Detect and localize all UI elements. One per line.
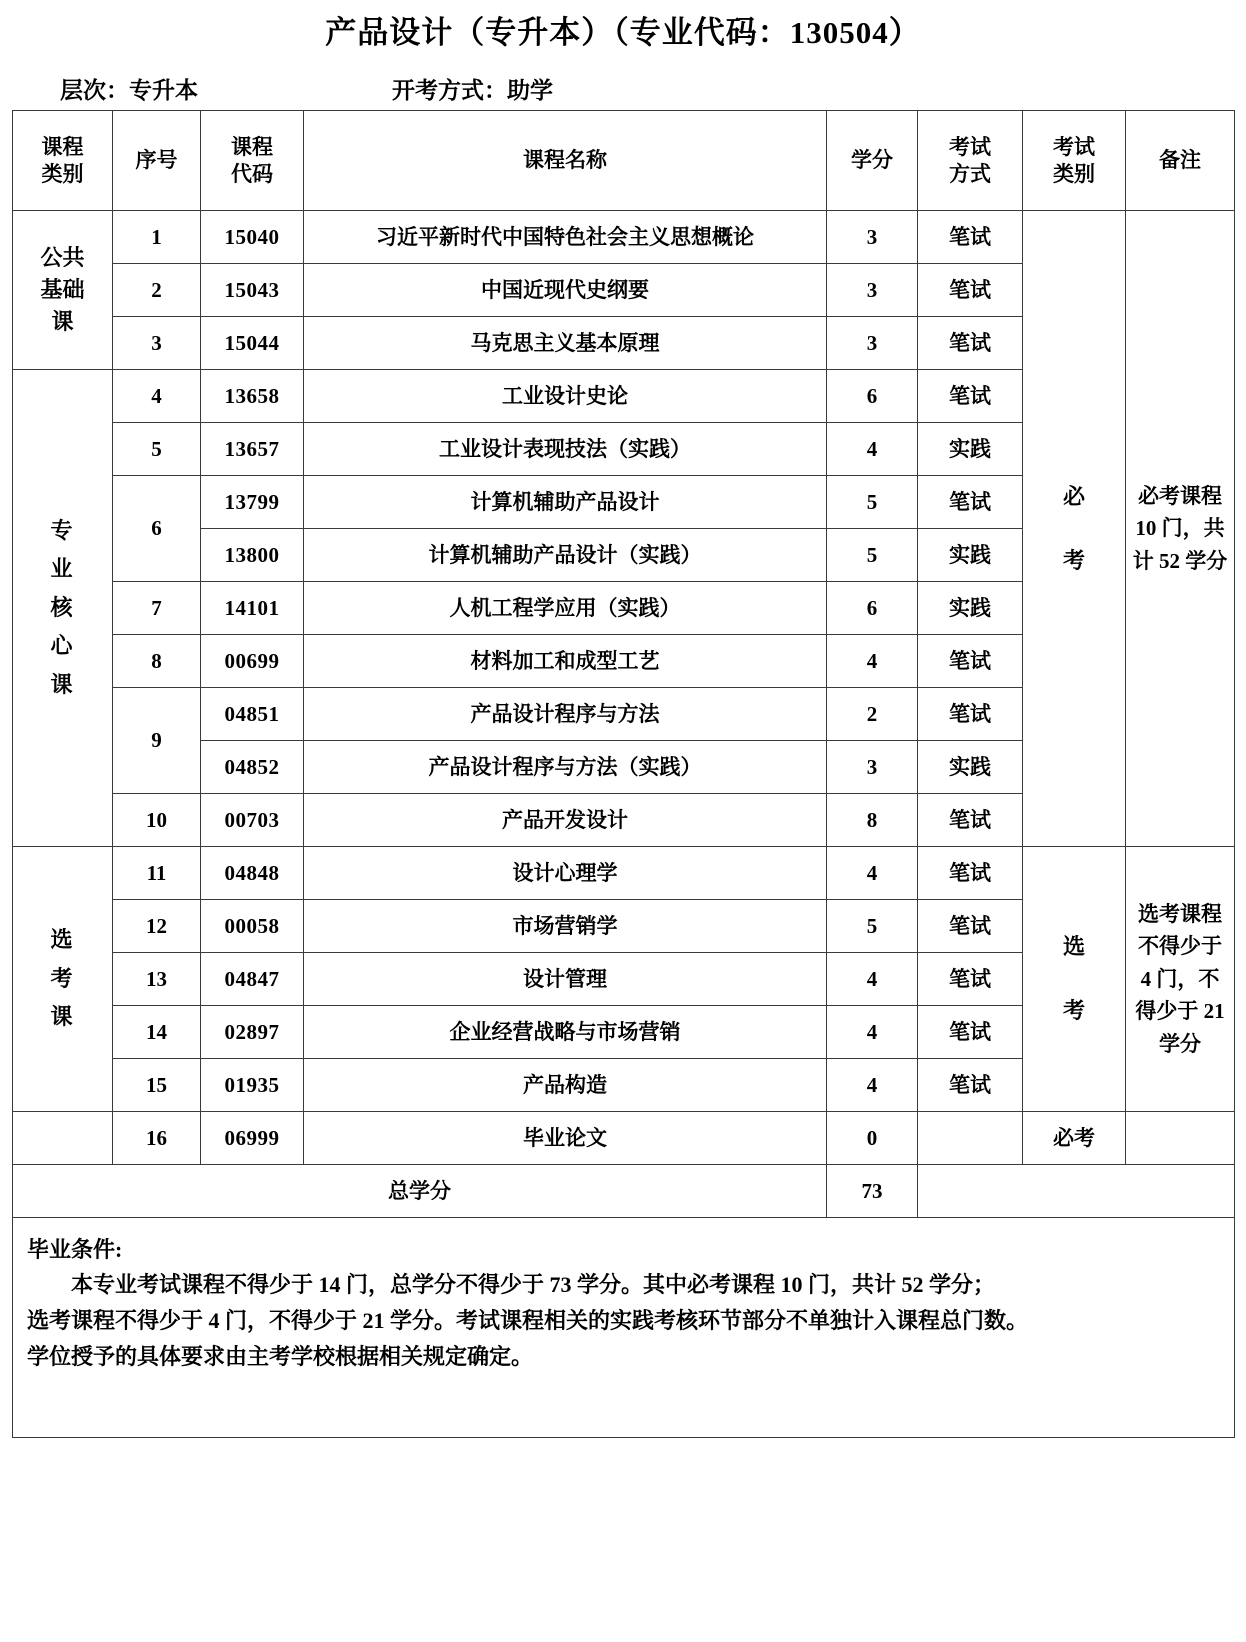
cell-credits: 3 xyxy=(827,211,918,264)
cell-course-name: 产品设计程序与方法 xyxy=(304,688,827,741)
course-table xyxy=(12,110,1235,1438)
category-elective-char1: 选 xyxy=(50,927,75,953)
exam-type-elective-char2: 考 xyxy=(1062,998,1085,1024)
cell-serial: 16 xyxy=(113,1112,201,1165)
cell-exam-mode: 笔试 xyxy=(918,317,1023,370)
cell-course-name: 工业设计表现技法（实践） xyxy=(304,423,827,476)
cell-exam-mode: 笔试 xyxy=(918,900,1023,953)
cell-exam-mode: 笔试 xyxy=(918,370,1023,423)
cell-serial: 2 xyxy=(113,264,201,317)
category-major-core-char1: 专 xyxy=(50,517,75,543)
cell-code: 15043 xyxy=(201,264,304,317)
page-title: 产品设计（专升本）（专业代码：130504） xyxy=(325,15,921,50)
header-code-line1: 课程 xyxy=(231,135,273,160)
cell-serial: 9 xyxy=(113,688,201,794)
cell-credits: 3 xyxy=(827,741,918,794)
header-category-line2: 类别 xyxy=(41,161,84,186)
remark-required xyxy=(1126,211,1235,847)
cell-course-name: 人机工程学应用（实践） xyxy=(304,582,827,635)
cell-exam-mode: 实践 xyxy=(918,582,1023,635)
cell-credits: 5 xyxy=(827,529,918,582)
cell-code: 06999 xyxy=(201,1112,304,1165)
cell-serial: 5 xyxy=(113,423,201,476)
cell-exam-mode xyxy=(918,1112,1023,1165)
category-empty xyxy=(13,1112,113,1165)
footer-row xyxy=(13,1218,1235,1438)
category-public-basic-line1: 公共 xyxy=(40,245,85,271)
category-elective-char2: 考 xyxy=(50,965,75,991)
cell-serial: 14 xyxy=(113,1006,201,1059)
cell-course-name: 中国近现代史纲要 xyxy=(304,264,827,317)
cell-exam-mode: 笔试 xyxy=(918,635,1023,688)
cell-serial: 6 xyxy=(113,476,201,582)
total-label: 总学分 xyxy=(13,1165,827,1218)
table-row xyxy=(13,211,1235,264)
cell-credits: 4 xyxy=(827,423,918,476)
exam-mode-label: 开考方式：助学 xyxy=(392,78,553,104)
cell-credits: 6 xyxy=(827,582,918,635)
graduation-conditions-title: 毕业条件: xyxy=(27,1237,123,1263)
exam-type-required-char1: 必 xyxy=(1062,483,1085,509)
cell-credits: 6 xyxy=(827,370,918,423)
cell-course-name: 产品开发设计 xyxy=(304,794,827,847)
exam-type-required xyxy=(1023,211,1126,847)
category-public-basic-line2: 基础 xyxy=(40,277,85,303)
cell-exam-mode: 笔试 xyxy=(918,953,1023,1006)
header-serial: 序号 xyxy=(113,111,201,211)
remark-elective xyxy=(1126,847,1235,1112)
category-public-basic-line3: 课 xyxy=(51,309,74,335)
cell-credits: 3 xyxy=(827,264,918,317)
graduation-conditions-line2: 选考课程不得少于 4 门，不得少于 21 学分。考试课程相关的实践考核环节部分不单独计入课程总门数。 xyxy=(27,1307,1029,1333)
cell-exam-type-thesis: 必考 xyxy=(1023,1112,1126,1165)
cell-exam-mode: 笔试 xyxy=(918,847,1023,900)
cell-course-name: 计算机辅助产品设计 xyxy=(304,476,827,529)
cell-code: 00699 xyxy=(201,635,304,688)
cell-code: 13800 xyxy=(201,529,304,582)
cell-credits: 4 xyxy=(827,847,918,900)
cell-serial: 11 xyxy=(113,847,201,900)
cell-serial: 15 xyxy=(113,1059,201,1112)
cell-credits: 4 xyxy=(827,1006,918,1059)
cell-credits: 4 xyxy=(827,1059,918,1112)
cell-exam-mode: 笔试 xyxy=(918,1006,1023,1059)
cell-remark-empty xyxy=(1126,1112,1235,1165)
cell-code: 00058 xyxy=(201,900,304,953)
cell-code: 13658 xyxy=(201,370,304,423)
page-root xyxy=(0,16,1246,1438)
cell-course-name: 市场营销学 xyxy=(304,900,827,953)
level-label: 层次：专升本 xyxy=(60,78,198,104)
header-credits: 学分 xyxy=(827,111,918,211)
header-exam-mode-line1: 考试 xyxy=(949,135,991,160)
cell-credits: 5 xyxy=(827,900,918,953)
cell-serial: 1 xyxy=(113,211,201,264)
header-row xyxy=(13,111,1235,211)
cell-course-name: 毕业论文 xyxy=(304,1112,827,1165)
header-code-line2: 代码 xyxy=(231,161,273,186)
exam-type-elective xyxy=(1023,847,1126,1112)
graduation-conditions-line3: 学位授予的具体要求由主考学校根据相关规定确定。 xyxy=(27,1343,534,1369)
cell-course-name: 习近平新时代中国特色社会主义思想概论 xyxy=(304,211,827,264)
total-blank xyxy=(918,1165,1235,1218)
header-exam-type xyxy=(1023,111,1126,211)
meta-row xyxy=(12,72,1234,102)
table-row xyxy=(13,847,1235,900)
cell-credits: 4 xyxy=(827,953,918,1006)
graduation-conditions-line1: 本专业考试课程不得少于 14 门，总学分不得少于 73 学分。其中必考课程 10 门，共计 52 学分； xyxy=(71,1272,996,1298)
category-elective-char3: 课 xyxy=(50,1004,75,1030)
header-category xyxy=(13,111,113,211)
cell-code: 04848 xyxy=(201,847,304,900)
cell-code: 15044 xyxy=(201,317,304,370)
remark-elective-text: 选考课程不得少于 4 门，不得少于 21 学分 xyxy=(1135,901,1225,1056)
cell-code: 01935 xyxy=(201,1059,304,1112)
table-row xyxy=(13,1112,1235,1165)
table-body xyxy=(13,211,1235,1438)
cell-course-name: 设计管理 xyxy=(304,953,827,1006)
cell-exam-mode: 实践 xyxy=(918,741,1023,794)
cell-exam-mode: 笔试 xyxy=(918,476,1023,529)
header-exam-type-line2: 类别 xyxy=(1053,161,1095,186)
header-course-name: 课程名称 xyxy=(304,111,827,211)
category-major-core-char4: 心 xyxy=(50,633,75,659)
cell-course-name: 设计心理学 xyxy=(304,847,827,900)
cell-course-name: 计算机辅助产品设计（实践） xyxy=(304,529,827,582)
exam-type-required-char2: 考 xyxy=(1062,547,1085,573)
cell-serial: 8 xyxy=(113,635,201,688)
cell-serial: 4 xyxy=(113,370,201,423)
cell-course-name: 马克思主义基本原理 xyxy=(304,317,827,370)
header-category-line1: 课程 xyxy=(41,135,84,160)
cell-code: 04851 xyxy=(201,688,304,741)
cell-exam-mode: 笔试 xyxy=(918,1059,1023,1112)
cell-exam-mode: 笔试 xyxy=(918,794,1023,847)
cell-credits: 0 xyxy=(827,1112,918,1165)
cell-code: 00703 xyxy=(201,794,304,847)
header-exam-mode xyxy=(918,111,1023,211)
cell-serial: 10 xyxy=(113,794,201,847)
cell-serial: 3 xyxy=(113,317,201,370)
cell-course-name: 材料加工和成型工艺 xyxy=(304,635,827,688)
cell-exam-mode: 实践 xyxy=(918,423,1023,476)
cell-code: 13799 xyxy=(201,476,304,529)
cell-course-name: 企业经营战略与市场营销 xyxy=(304,1006,827,1059)
cell-course-name: 产品设计程序与方法（实践） xyxy=(304,741,827,794)
cell-exam-mode: 笔试 xyxy=(918,211,1023,264)
exam-type-elective-char1: 选 xyxy=(1062,934,1085,960)
cell-course-name: 工业设计史论 xyxy=(304,370,827,423)
cell-serial: 7 xyxy=(113,582,201,635)
cell-credits: 4 xyxy=(827,635,918,688)
cell-credits: 2 xyxy=(827,688,918,741)
cell-exam-mode: 笔试 xyxy=(918,264,1023,317)
category-major-core-char5: 课 xyxy=(50,671,75,697)
cell-credits: 3 xyxy=(827,317,918,370)
category-major-core xyxy=(13,370,113,847)
total-row xyxy=(13,1165,1235,1218)
header-exam-type-line1: 考试 xyxy=(1053,135,1095,160)
category-major-core-char3: 核 xyxy=(50,594,75,620)
cell-code: 02897 xyxy=(201,1006,304,1059)
table-header xyxy=(13,111,1235,211)
cell-credits: 8 xyxy=(827,794,918,847)
total-credits: 73 xyxy=(827,1165,918,1218)
cell-serial: 12 xyxy=(113,900,201,953)
category-elective xyxy=(13,847,113,1112)
cell-code: 04852 xyxy=(201,741,304,794)
cell-code: 13657 xyxy=(201,423,304,476)
category-public-basic xyxy=(13,211,113,370)
graduation-conditions xyxy=(13,1218,1235,1438)
cell-course-name: 产品构造 xyxy=(304,1059,827,1112)
cell-serial: 13 xyxy=(113,953,201,1006)
cell-code: 04847 xyxy=(201,953,304,1006)
cell-code: 14101 xyxy=(201,582,304,635)
cell-credits: 5 xyxy=(827,476,918,529)
remark-required-text: 必考课程 10 门，共计 52 学分 xyxy=(1132,483,1228,573)
cell-exam-mode: 实践 xyxy=(918,529,1023,582)
header-exam-mode-line2: 方式 xyxy=(949,161,991,186)
header-code xyxy=(201,111,304,211)
cell-code: 15040 xyxy=(201,211,304,264)
header-remark: 备注 xyxy=(1126,111,1235,211)
category-major-core-char2: 业 xyxy=(50,556,75,582)
cell-exam-mode: 笔试 xyxy=(918,688,1023,741)
